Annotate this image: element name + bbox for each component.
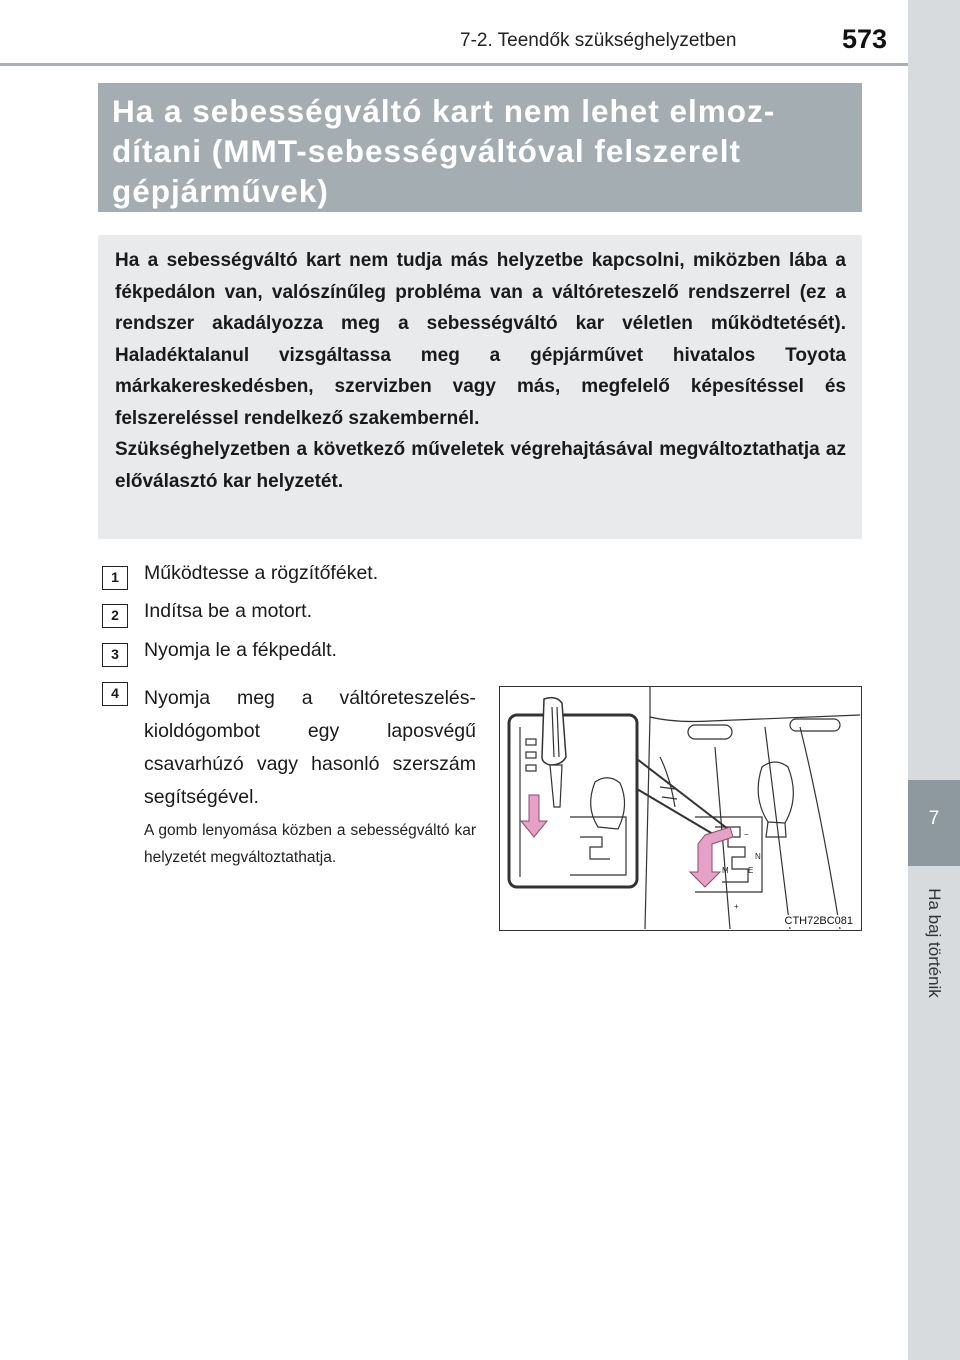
chapter-name: Ha baj történik	[925, 888, 944, 998]
step-number: 4	[102, 682, 128, 706]
step-text: Nyomja le a fékpedált.	[144, 639, 337, 661]
gate-label: M	[722, 866, 729, 875]
illustration-drawing	[500, 687, 860, 929]
sidebar	[908, 0, 960, 1360]
intro-paragraph: Ha a sebességváltó kart nem tudja más helyzetbe kapcsolni, miközben lába a fékpedálon van, valószínűleg probléma van a váltóreteszelő rendszerrel (ez a rendszer akadályozza meg a sebességváltó kar véletlen működtetését). Haladéktalanul vizsgáltassa meg a gépjárművet hivatalos Toyota márkakereskedésben, szervizben vagy más, megfelelő képesítéssel és felszereléssel rendelkező szakembernél.	[115, 250, 846, 429]
section-title-line: gépjárművek)	[112, 173, 329, 209]
gate-label: N	[755, 852, 761, 861]
shift-direction-arrow	[690, 827, 733, 887]
section-title-line: Ha a sebességváltó kart nem lehet elmoz-	[112, 93, 776, 129]
header-rule	[0, 63, 908, 66]
header-section-ref: 7-2. Teendők szükséghelyzetben	[460, 30, 737, 51]
step-number: 1	[102, 566, 128, 590]
gate-label: E	[748, 866, 754, 875]
gate-label: −	[744, 830, 749, 839]
gate-label: +	[734, 902, 739, 911]
intro-box	[98, 235, 862, 539]
section-title-box	[98, 83, 862, 212]
section-title-line: dítani (MMT-sebességváltóval felszerelt	[112, 133, 741, 169]
step-text: Indítsa be a motort.	[144, 600, 313, 622]
page-number: 573	[842, 24, 888, 54]
shift-lock-release-illustration	[499, 686, 862, 931]
chapter-number: 7	[928, 808, 940, 829]
step-text: Működtesse a rögzítőféket.	[144, 562, 379, 584]
intro-paragraph: Szükséghelyzetben a következő műveletek végrehajtásával megváltoztathatja az előválasztó kar helyzetét.	[115, 439, 846, 492]
figure-code: CTH72BC081	[784, 915, 853, 927]
step-number: 2	[102, 604, 128, 628]
intro-text	[115, 245, 846, 497]
step-number: 3	[102, 643, 128, 667]
step-4-text: Nyomja meg a váltóreteszelés-kioldógombot egy laposvégű csavarhúzó vagy hasonló szerszám segítségével.	[144, 687, 476, 808]
push-down-arrow	[521, 795, 547, 837]
step-4-note: A gomb lenyomása közben a sebességváltó kar helyzetét megváltoztathatja.	[144, 822, 476, 866]
